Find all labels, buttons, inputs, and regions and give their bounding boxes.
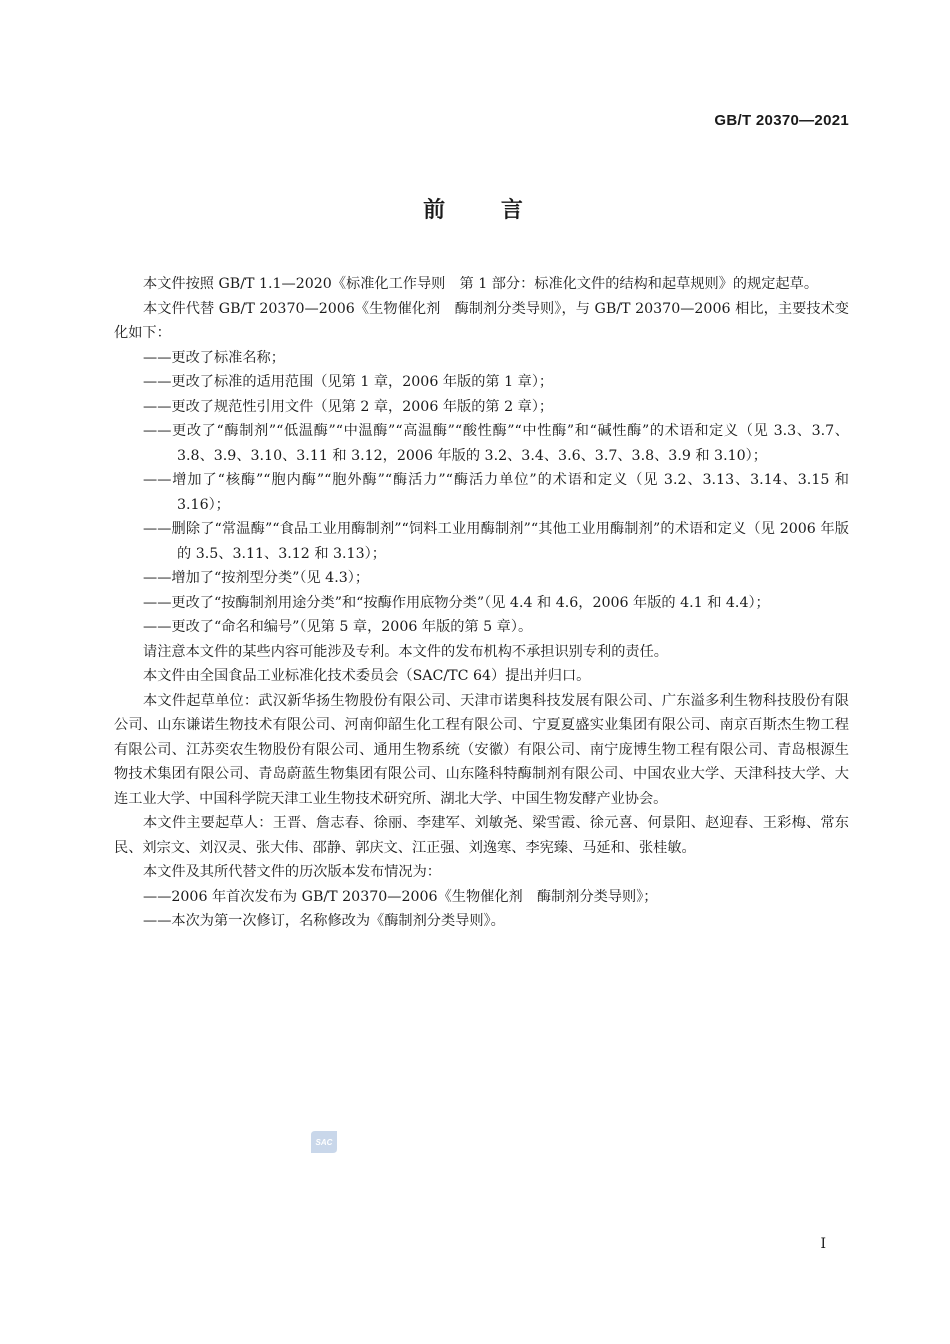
paragraph: 本文件由全国食品工业标准化技术委员会（SAC/TC 64）提出并归口。 — [143, 668, 591, 684]
paragraph: 请注意本文件的某些内容可能涉及专利。本文件的发布机构不承担识别专利的责任。 — [143, 643, 668, 660]
paragraph: 本文件起草单位：武汉新华扬生物股份有限公司、天津市诺奥科技发展有限公司、广东溢多利生物科技股份有限公司、山东谦诺生物技术有限公司、河南仰韶生化工程有限公司、宁夏夏盛实业集团有限公司、南京百斯杰生物工程有限公司、江苏奕农生物股份有限公司、通用生物系统（安徽）有限公司、南宁庞博生物工程有限公司、青岛根源生物技术集团有限公司、青岛蔚蓝生物集团有限公司、山东隆科特酶制剂有限公司、中国农业大学、天津科技大学、大连工业大学、中国科学院天津工业生物技术研究所、湖北大学、中国生物发酵产业协会。 — [114, 692, 849, 807]
sac-watermark-logo — [311, 1131, 337, 1153]
list-item: ——更改了“酶制剂”“低温酶”“中温酶”“高温酶”“酸性酶”“中性酶”和“碱性酶”的术语和定义（见 3.3、3.7、3.8、3.9、3.10、3.11 和 3.12，2006 年版的 3.2、3.4、3.6、3.7、3.8、3.9 和 3.10）； — [143, 423, 849, 464]
document-body — [114, 272, 849, 934]
list-item: ——更改了“按酶制剂用途分类”和“按酶作用底物分类”（见 4.4 和 4.6，2006 年版的 4.1 和 4.4）； — [143, 594, 770, 611]
paragraph: 本文件及其所代替文件的历次版本发布情况为： — [143, 864, 441, 880]
document-number: GB/T 20370—2021 — [714, 112, 849, 129]
list-item: ——删除了“常温酶”“食品工业用酶制剂”“饲料工业用酶制剂”“其他工业用酶制剂”的术语和定义（见 2006 年版的 3.5、3.11、3.12 和 3.13）； — [143, 521, 849, 562]
sac-logo-text: SAC — [315, 1138, 333, 1147]
paragraph: 本文件按照 GB/T 1.1—2020《标准化工作导则 第 1 部分：标准化文件的结构和起草规则》的规定起草。 — [143, 276, 819, 292]
paragraph: 本文件代替 GB/T 20370—2006《生物催化剂 酶制剂分类导则》，与 GB/T 20370—2006 相比，主要技术变化如下： — [114, 300, 849, 341]
list-item: ——2006 年首次发布为 GB/T 20370—2006《生物催化剂 酶制剂分类导则》； — [143, 888, 658, 905]
page-number: I — [820, 1236, 826, 1252]
list-item: ——更改了“命名和编号”（见第 5 章，2006 年版的第 5 章）。 — [143, 619, 533, 635]
list-item: ——更改了标准名称； — [143, 349, 285, 366]
list-item: ——本次为第一次修订，名称修改为《酶制剂分类导则》。 — [143, 913, 505, 929]
list-item: ——增加了“核酶”“胞内酶”“胞外酶”“酶活力”“酶活力单位”的术语和定义（见 3.2、3.13、3.14、3.15 和 3.16）； — [143, 472, 849, 513]
page-title: 前 言 — [423, 198, 527, 223]
list-item: ——增加了“按剂型分类”（见 4.3）； — [143, 570, 370, 586]
list-item: ——更改了规范性引用文件（见第 2 章，2006 年版的第 2 章）； — [143, 398, 554, 415]
list-item: ——更改了标准的适用范围（见第 1 章，2006 年版的第 1 章）； — [143, 374, 554, 390]
paragraph: 本文件主要起草人：王晋、詹志春、徐丽、李建军、刘敏尧、梁雪霞、徐元喜、何景阳、赵迎春、王彩梅、常东民、刘宗文、刘汉灵、张大伟、邵静、郭庆文、江正强、刘逸寒、李宪臻、马延和、张桂敏。 — [114, 815, 849, 856]
